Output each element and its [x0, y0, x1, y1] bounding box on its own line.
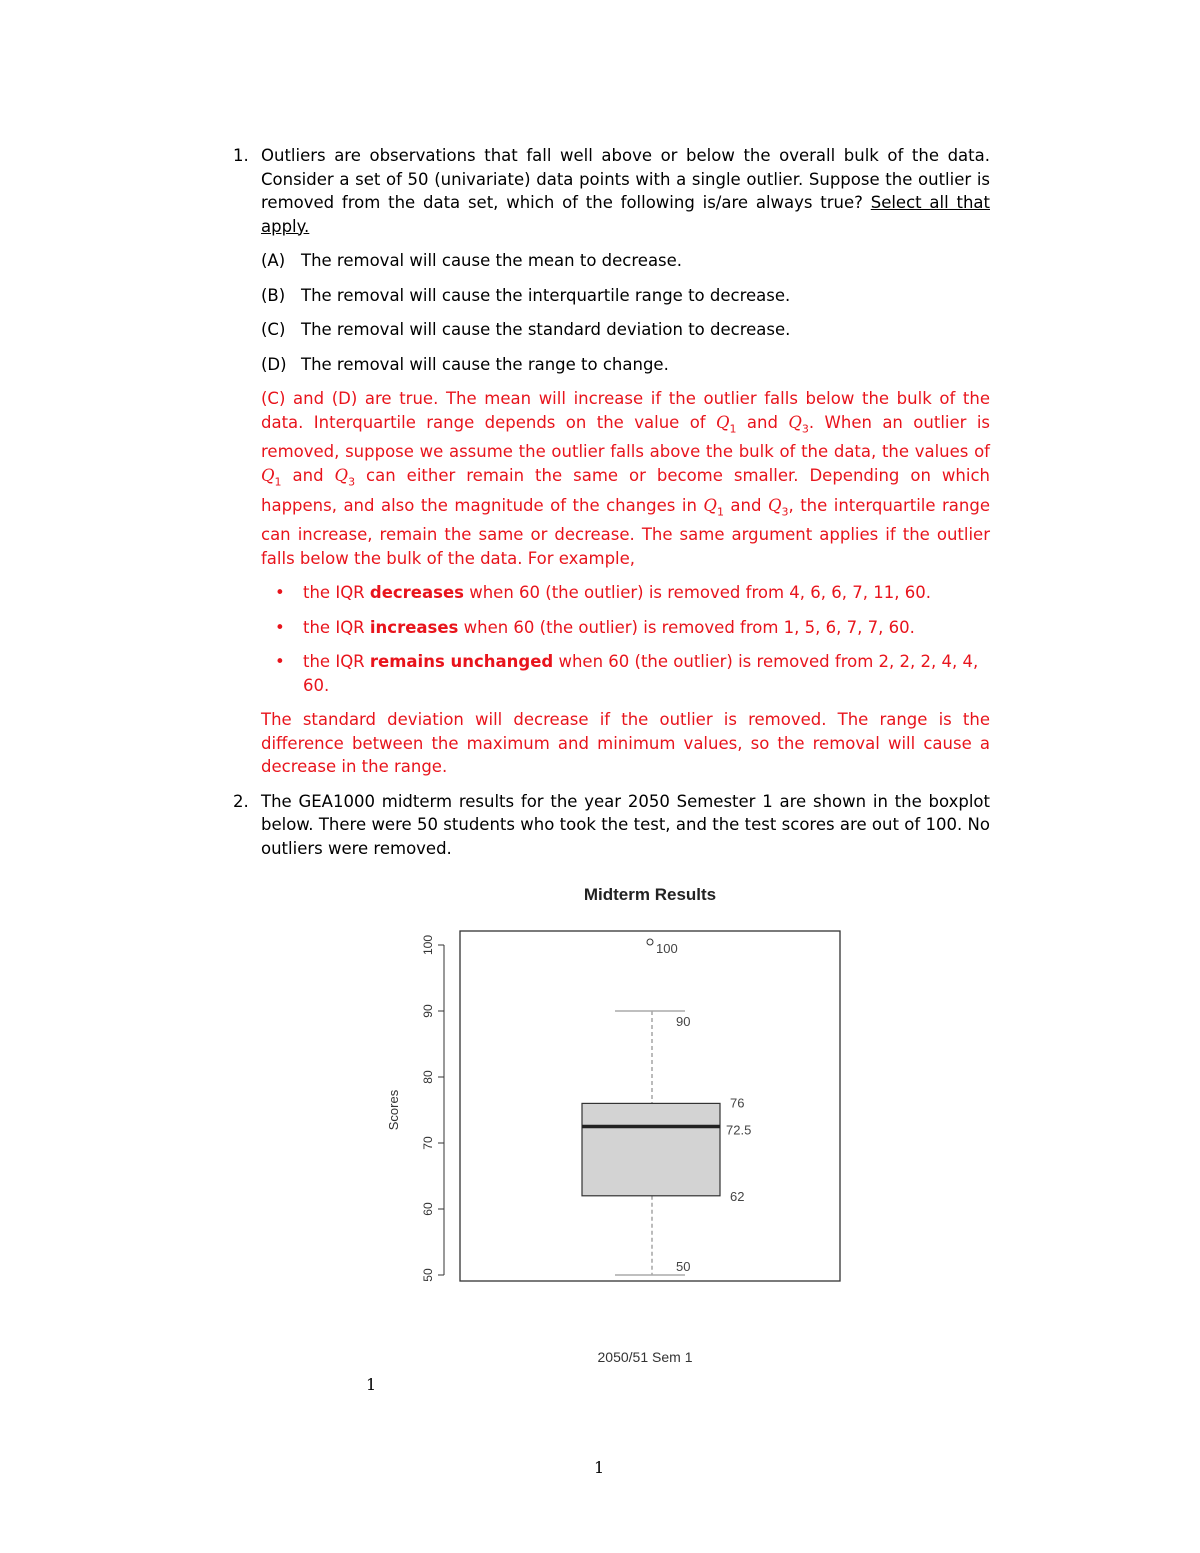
- list-item: [275, 616, 990, 640]
- q3-subscript: 3: [781, 504, 789, 518]
- y-tick-label: 50: [421, 1268, 435, 1282]
- y-tick-label: 90: [421, 1004, 435, 1018]
- question-2: [233, 790, 990, 861]
- chart-title: Midterm Results: [583, 885, 717, 904]
- q1-symbol: Q: [716, 412, 730, 432]
- answer-text: and: [723, 495, 768, 515]
- question-stem: The GEA1000 midterm results for the year 2050 Semester 1 are shown in the boxplot below. There were 50 students who took the test, and the test scores are out of 100. No outliers were removed.: [261, 791, 990, 858]
- min-label: 50: [676, 1259, 691, 1274]
- answer-text: . When an outlier is removed, suppose we assume the outlier falls above the bulk of the data, the values of: [261, 412, 990, 462]
- option-text: The removal will cause the interquartile range to decrease.: [301, 285, 791, 305]
- option-text: The removal will cause the standard deviation to decrease.: [301, 320, 791, 339]
- option-label: (A): [261, 251, 286, 270]
- answer-text: , the interquartile range can increase, remain the same or decrease. The same argument applies if the outlier falls below the bulk of the data. For example,: [261, 495, 990, 568]
- option-text: The removal will cause the range to change.: [301, 354, 669, 374]
- question-number: 1.: [233, 146, 249, 165]
- q1-label: 62: [730, 1188, 745, 1204]
- bullet-text: the IQR: [303, 583, 370, 603]
- option-c: [261, 318, 990, 342]
- bullet-emphasis: increases: [369, 617, 459, 637]
- stem-text: Outliers are observations that fall well above or below the overall bulk of the data. Consider a set of 50 (univariate) data points with a single outlier. Suppose the outlier is removed from the data set, which of the following is/are always true?: [261, 146, 990, 212]
- answer-text: (C) and (D) are true. The mean will increase if the outlier falls below the bulk of the data. Interquartile range depends on the value of: [261, 389, 990, 432]
- q3-symbol: Q: [788, 412, 802, 432]
- bullet-text: when 60 (the outlier) is removed from 4, 6, 6, 7, 11, 60.: [463, 583, 931, 603]
- example-list: [261, 581, 990, 697]
- answer-text: can either remain the same or become smaller. Depending on which happens, and also the magnitude of the changes in: [261, 465, 990, 515]
- q1-symbol: Q: [261, 465, 275, 485]
- list-item: [275, 581, 990, 605]
- bullet-text: when 60 (the outlier) is removed from 1, 5, 6, 7, 7, 60.: [458, 617, 915, 637]
- question-stem: [261, 144, 990, 238]
- q3-subscript: 3: [348, 475, 356, 489]
- answer-block: [261, 387, 990, 779]
- outlier-label: 100: [656, 941, 678, 956]
- list-item: [275, 650, 990, 697]
- q3-symbol: Q: [767, 495, 782, 515]
- median-label: 72.5: [726, 1122, 752, 1138]
- y-axis-label: Scores: [386, 1089, 401, 1131]
- option-label: (B): [261, 285, 286, 305]
- question-number: 2.: [233, 791, 249, 811]
- bullet-text: when 60 (the outlier) is removed from 2, 2, 2, 4, 4, 60.: [303, 652, 979, 695]
- option-label: (C): [261, 320, 286, 339]
- option-text: The removal will cause the mean to decrease.: [301, 251, 683, 270]
- bullet-icon: •: [275, 652, 285, 672]
- q3-subscript: 3: [801, 421, 809, 435]
- y-tick-label: 70: [421, 1136, 435, 1150]
- answer-paragraph-1: [261, 387, 990, 570]
- page-number: 1: [594, 1458, 605, 1477]
- q1-symbol: Q: [703, 495, 717, 515]
- option-label: (D): [261, 354, 287, 374]
- outlier-point: [647, 939, 653, 945]
- iqr-box: [582, 1103, 720, 1195]
- y-tick-label: 80: [421, 1070, 435, 1084]
- q1-subscript: 1: [729, 421, 737, 435]
- instruction-text: Select all that apply.: [261, 193, 990, 236]
- bullet-emphasis: decreases: [369, 583, 464, 603]
- x-axis-label: 2050/51 Sem 1: [597, 1349, 693, 1365]
- bullet-emphasis: remains unchanged: [369, 652, 554, 672]
- q1-subscript: 1: [716, 504, 724, 518]
- q3-label: 76: [730, 1095, 745, 1111]
- y-tick-label: 100: [421, 934, 435, 956]
- answer-paragraph-2: The standard deviation will decrease if the outlier is removed. The range is the difference between the maximum and minimum values, so the removal will cause a decrease in the range.: [261, 710, 990, 777]
- q3-symbol: Q: [334, 465, 349, 485]
- bullet-text: the IQR: [303, 617, 370, 637]
- option-d: [261, 353, 990, 377]
- boxplot-chart: [380, 875, 850, 1375]
- y-tick-label: 60: [421, 1202, 435, 1216]
- question-1: [233, 144, 990, 860]
- q1-subscript: 1: [274, 475, 282, 489]
- bullet-icon: •: [275, 583, 285, 603]
- bullet-icon: •: [275, 617, 285, 637]
- answer-text: and: [281, 465, 335, 485]
- bullet-text: the IQR: [303, 652, 370, 672]
- option-a: [261, 249, 990, 273]
- answer-text: and: [736, 412, 789, 432]
- option-b: [261, 284, 990, 308]
- max-label: 90: [676, 1014, 691, 1029]
- options-list: [233, 249, 990, 376]
- figure-page-number: 1: [366, 1375, 377, 1394]
